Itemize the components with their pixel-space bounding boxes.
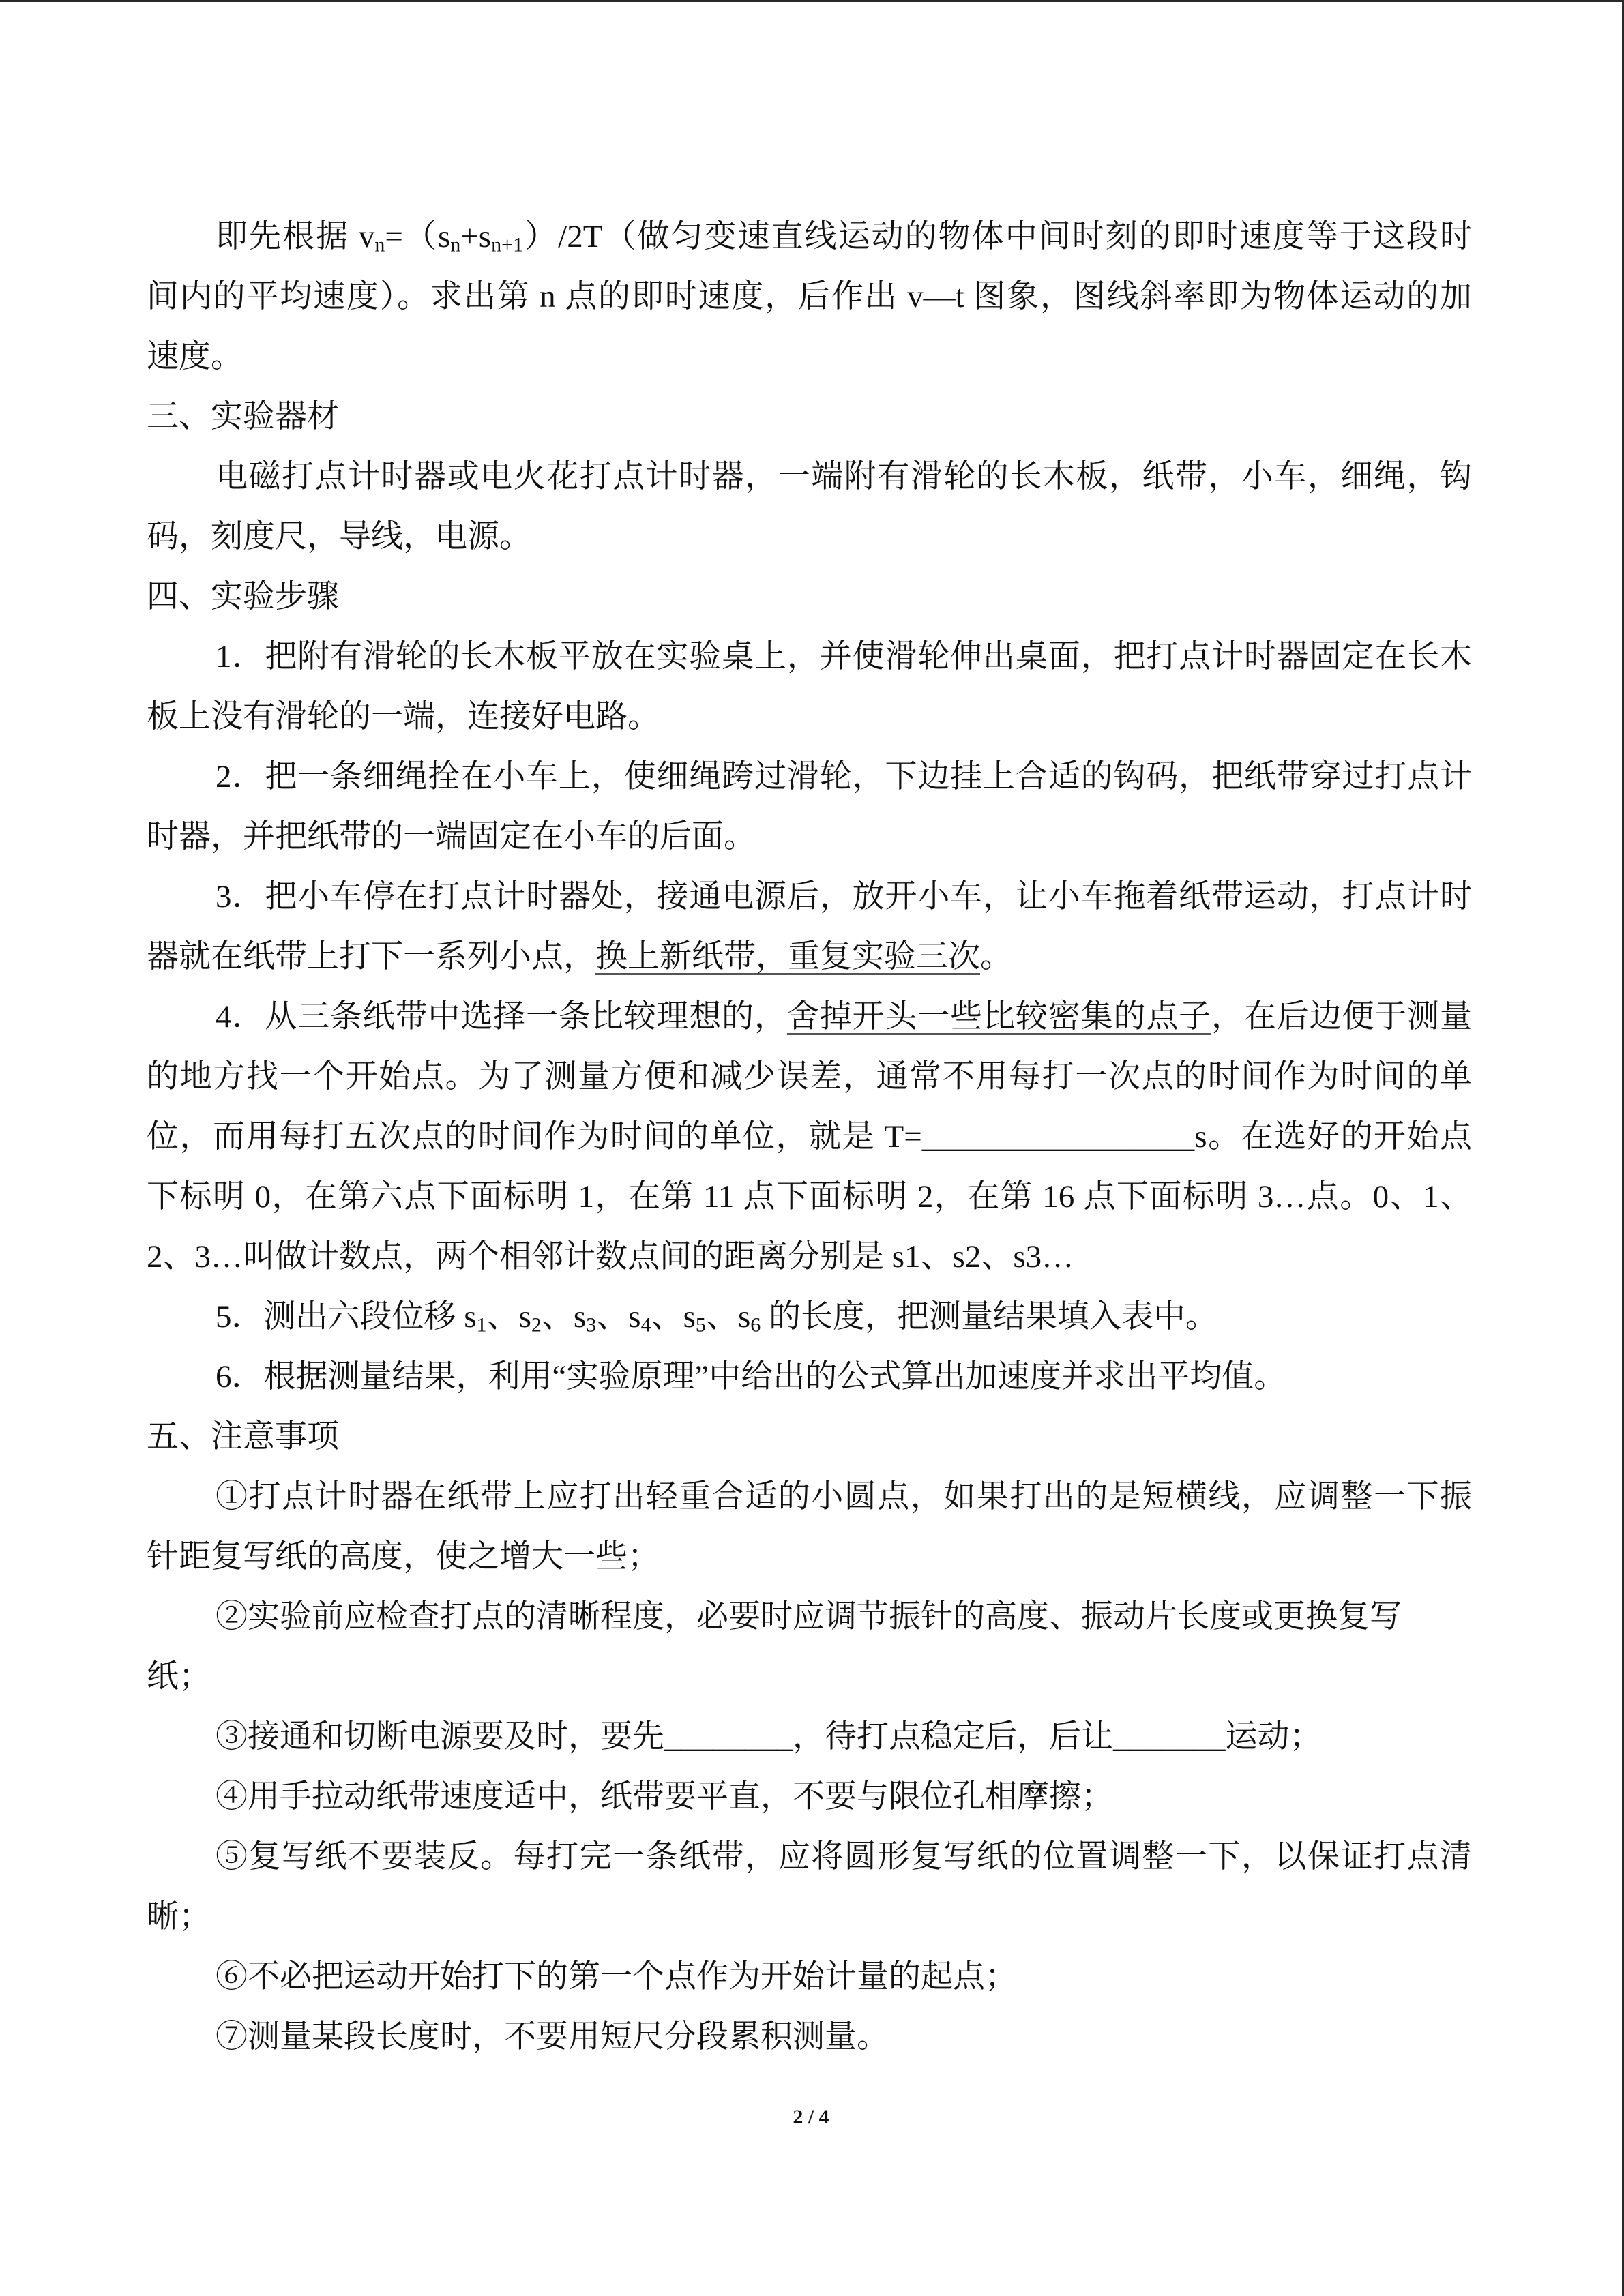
step-3-line-2 xyxy=(147,927,1472,987)
precaution-3-line-1 xyxy=(147,1707,1472,1767)
precaution-text: ，待打点稳定后，后让 xyxy=(793,1719,1113,1755)
equipment-line-2: 码，刻度尺，导线，电源。 xyxy=(147,519,531,554)
precaution-text: ③接通和切断电源要及时，要先 xyxy=(216,1719,664,1755)
precaution-2-line-1: ②实验前应检查打点的清晰程度，必要时应调节振针的高度、振动片长度或更换复写 xyxy=(216,1599,1402,1635)
subscript-5: 5 xyxy=(695,1313,706,1337)
procedure-section xyxy=(147,567,1472,1407)
subscript-2: 2 xyxy=(531,1313,542,1337)
underlined-phrase: 换上新纸带，重复实验三次 xyxy=(595,939,980,974)
principle-line-1 xyxy=(147,207,1472,267)
precaution-1-line-2: 针距复写纸的高度，使之增大一些； xyxy=(147,1539,660,1575)
page-number: 2 / 4 xyxy=(793,2106,829,2128)
step-text: s。在选好的开始点 xyxy=(1194,1119,1473,1154)
step-4-line-2: 的地方找一个开始点。为了测量方便和减少误差，通常不用每打一次点的时间作为时间的单 xyxy=(147,1059,1472,1094)
precaution-text: 运动； xyxy=(1225,1719,1322,1755)
step-text: 位，而用每打五次点的时间作为时间的单位，就是 T= xyxy=(147,1119,922,1154)
step-1-line-2: 板上没有滑轮的一端，连接好电路。 xyxy=(147,699,660,734)
page-body xyxy=(147,207,1472,2067)
subscript-n: n xyxy=(374,233,385,256)
subscript-1: 1 xyxy=(476,1313,487,1337)
step-text: 的长度，把测量结果填入表中。 xyxy=(761,1299,1218,1335)
step-text: ，在后边便于测量 xyxy=(1211,999,1473,1034)
principle-line-3: 速度。 xyxy=(147,339,243,374)
step-2-line-2: 时器，并把纸带的一端固定在小车的后面。 xyxy=(147,819,756,854)
precautions-section xyxy=(147,1407,1472,2067)
precaution-6 xyxy=(147,1947,1472,2007)
step-text: 、s xyxy=(596,1299,641,1335)
step-5-line-1 xyxy=(147,1287,1472,1347)
step-text: 器就在纸带上打下一系列小点， xyxy=(147,939,595,974)
precaution-4 xyxy=(147,1767,1472,1827)
precaution-1 xyxy=(147,1467,1472,1587)
subscript-6: 6 xyxy=(750,1313,761,1337)
precaution-1-line-1: ①打点计时器在纸带上应打出轻重合适的小圆点，如果打出的是短横线，应调整一下振 xyxy=(216,1479,1472,1515)
step-6-line-1: 6．根据测量结果，利用“实验原理”中给出的公式算出加速度并求出平均值。 xyxy=(216,1359,1286,1395)
step-5 xyxy=(147,1287,1472,1347)
step-4-line-4: 下标明 0，在第六点下面标明 1，在第 11 点下面标明 2，在第 16 点下面标明 3…点。0、1、 xyxy=(147,1179,1472,1214)
section-heading-procedure: 四、实验步骤 xyxy=(147,579,339,614)
step-text: 。 xyxy=(980,939,1012,974)
step-1 xyxy=(147,627,1472,747)
step-4-line-3 xyxy=(147,1107,1472,1167)
step-4-line-5: 2、3…叫做计数点，两个相邻计数点间的距离分别是 s1、s2、s3… xyxy=(147,1239,1074,1274)
precaution-5-line-2: 晰； xyxy=(147,1899,211,1935)
precaution-2 xyxy=(147,1587,1472,1707)
equipment-section xyxy=(147,387,1472,567)
subscript-4: 4 xyxy=(640,1313,651,1337)
formula-text: 即先根据 v xyxy=(216,219,375,254)
step-4 xyxy=(147,987,1472,1287)
section-heading-equipment: 三、实验器材 xyxy=(147,399,339,434)
step-2-line-1: 2．把一条细绳拴在小车上，使细绳跨过滑轮，下边挂上合适的钩码，把纸带穿过打点计 xyxy=(216,759,1472,794)
step-text: 5．测出六段位移 s xyxy=(216,1299,477,1335)
precaution-4-line-1: ④用手拉动纸带速度适中，纸带要平直，不要与限位孔相摩擦； xyxy=(216,1779,1113,1815)
formula-text: +s xyxy=(460,219,492,254)
equipment-line-1: 电磁打点计时器或电火花打点计时器，一端附有滑轮的长木板，纸带，小车，细绳，钩 xyxy=(216,459,1472,494)
precaution-5 xyxy=(147,1827,1472,1947)
step-text: 、s xyxy=(541,1299,587,1335)
subscript-n: n xyxy=(450,233,461,256)
step-text: 、s xyxy=(651,1299,696,1335)
subscript-3: 3 xyxy=(586,1313,597,1337)
answer-blank: _________________ xyxy=(921,1119,1195,1154)
step-text: 、s xyxy=(486,1299,531,1335)
step-3 xyxy=(147,867,1472,987)
precaution-7-line-1: ⑦测量某段长度时，不要用短尺分段累积测量。 xyxy=(216,2019,889,2055)
subscript-n-plus-1: n+1 xyxy=(491,233,524,256)
precaution-7 xyxy=(147,2007,1472,2067)
underlined-phrase: 舍掉开头一些比较密集的点子 xyxy=(786,999,1212,1034)
precaution-3 xyxy=(147,1707,1472,1767)
principle-continued xyxy=(147,207,1472,387)
answer-blank: _______ xyxy=(1113,1719,1226,1755)
section-heading-precautions: 五、注意事项 xyxy=(147,1419,339,1455)
step-1-line-1: 1．把附有滑轮的长木板平放在实验桌上，并使滑轮伸出桌面，把打点计时器固定在长木 xyxy=(216,639,1472,674)
step-4-line-1 xyxy=(147,987,1472,1047)
step-text: 、s xyxy=(705,1299,751,1335)
step-text: 4．从三条纸带中选择一条比较理想的， xyxy=(216,999,787,1034)
principle-line-2: 间内的平均速度）。求出第 n 点的即时速度，后作出 v—t 图象，图线斜率即为物体运动的加 xyxy=(147,279,1472,314)
precaution-6-line-1: ⑥不必把运动开始打下的第一个点作为开始计量的起点； xyxy=(216,1959,1017,1995)
principle-text: ）/2T（做匀变速直线运动的物体中间时刻的即时速度等于这段时 xyxy=(523,219,1472,254)
step-3-line-1: 3．把小车停在打点计时器处，接通电源后，放开小车，让小车拖着纸带运动，打点计时 xyxy=(216,879,1472,914)
formula-text: =（s xyxy=(385,219,451,254)
step-6 xyxy=(147,1347,1472,1407)
step-2 xyxy=(147,747,1472,867)
precaution-5-line-1: ⑤复写纸不要装反。每打完一条纸带，应将圆形复写纸的位置调整一下，以保证打点清 xyxy=(216,1839,1472,1875)
answer-blank: ________ xyxy=(664,1719,793,1755)
precaution-2-line-2: 纸； xyxy=(147,1659,211,1695)
